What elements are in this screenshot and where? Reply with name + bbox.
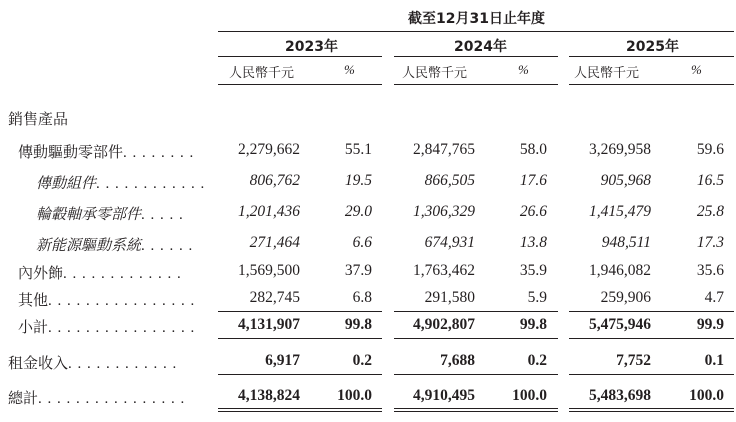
unit-2023-rule	[218, 84, 382, 85]
row-label	[8, 352, 177, 373]
value-2023-amount: 2,279,662	[238, 141, 300, 158]
leader-dots: . . . . . . . . . . . . . . . .	[48, 293, 196, 309]
pct-2024: %	[518, 62, 529, 77]
total-double-rule-2025-b	[569, 411, 734, 412]
value-2025-amount: 905,968	[600, 172, 651, 189]
period-header: 截至12月31日止年度	[408, 11, 545, 27]
value-2023-pct: 55.1	[344, 141, 372, 158]
leader-dots: . . . . . . . . . . . . .	[63, 266, 182, 282]
value-2024-amount: 7,688	[440, 352, 475, 369]
total-double-rule-2024-a	[394, 408, 558, 409]
value-2023-pct: 0.2	[352, 352, 372, 369]
value-2024-amount: 1,763,462	[413, 262, 475, 279]
value-2025-pct: 4.7	[704, 289, 724, 306]
total-double-rule-2023-a	[218, 408, 382, 409]
value-2025-amount: 7,752	[616, 352, 651, 369]
value-2024-amount: 291,580	[424, 289, 475, 306]
value-2024-amount: 866,505	[424, 172, 475, 189]
value-2023-amount: 1,569,500	[238, 262, 300, 279]
value-2024-amount: 674,931	[424, 234, 475, 251]
value-2023-pct: 19.5	[344, 172, 372, 189]
after-rent-rule-2025	[569, 374, 734, 375]
row-label-text: 新能源驅動系統	[36, 236, 142, 254]
value-2025-amount: 259,906	[600, 289, 651, 306]
row-label	[36, 172, 205, 193]
value-2024-pct: 0.2	[527, 352, 547, 369]
year-2023-rule	[218, 56, 382, 57]
value-2024-pct: 13.8	[519, 234, 547, 251]
value-2023-amount: 282,745	[249, 289, 300, 306]
value-2024-amount: 4,902,807	[413, 316, 475, 333]
row-label	[36, 234, 193, 255]
value-2024-pct: 100.0	[512, 387, 547, 404]
value-2025-pct: 25.8	[696, 203, 724, 220]
row-label-text: 租金收入	[8, 354, 69, 372]
year-2024-rule	[394, 56, 558, 57]
after-subtotal-rule-2024	[394, 338, 558, 339]
year-2025-rule	[569, 56, 734, 57]
value-2023-amount: 1,201,436	[238, 203, 300, 220]
value-2025-amount: 1,946,082	[589, 262, 651, 279]
value-2023-amount: 4,138,824	[238, 387, 300, 404]
subtotal-rule-2023	[218, 311, 382, 312]
value-2023-amount: 271,464	[249, 234, 300, 251]
value-2023-pct: 6.6	[352, 234, 372, 251]
value-2024-amount: 1,306,329	[413, 203, 475, 220]
row-label-text: 輪轂軸承零部件	[36, 205, 142, 223]
leader-dots: . . . . . . . . . . . .	[96, 176, 206, 192]
value-2023-pct: 29.0	[344, 203, 372, 220]
value-2025-pct: 17.3	[696, 234, 724, 251]
value-2023-pct: 6.8	[352, 289, 372, 306]
row-label-text: 傳動組件	[36, 174, 97, 192]
value-2024-amount: 2,847,765	[413, 141, 475, 158]
leader-dots: . . . . . . . . . . . .	[68, 356, 178, 372]
unit-2025: 人民幣千元	[574, 66, 640, 81]
value-2025-amount: 3,269,958	[589, 141, 651, 158]
value-2025-amount: 5,475,946	[589, 316, 651, 333]
value-2025-pct: 59.6	[696, 141, 724, 158]
row-label	[18, 141, 194, 162]
value-2024-pct: 26.6	[519, 203, 547, 220]
value-2023-pct: 99.8	[344, 316, 372, 333]
row-label-text: 傳動驅動零部件	[18, 143, 124, 161]
value-2024-pct: 99.8	[519, 316, 547, 333]
subtotal-rule-2024	[394, 311, 558, 312]
unit-2025-rule	[569, 84, 734, 85]
leader-dots: . . . . . . . .	[123, 145, 195, 161]
value-2025-pct: 100.0	[689, 387, 724, 404]
after-subtotal-rule-2025	[569, 338, 734, 339]
value-2025-pct: 0.1	[704, 352, 724, 369]
total-double-rule-2025-a	[569, 408, 734, 409]
row-label	[8, 387, 185, 408]
value-2025-pct: 35.6	[696, 262, 724, 279]
row-label-text: 小計	[18, 318, 49, 336]
value-2023-amount: 6,917	[265, 352, 300, 369]
after-rent-rule-2023	[218, 374, 382, 375]
row-label	[18, 262, 182, 283]
value-2025-pct: 99.9	[696, 316, 724, 333]
pct-2025: %	[691, 62, 702, 77]
value-2025-amount: 948,511	[601, 234, 651, 251]
unit-2024: 人民幣千元	[402, 66, 468, 81]
leader-dots: . . . . . . . . . . . . . . . .	[38, 391, 186, 407]
total-double-rule-2024-b	[394, 411, 558, 412]
value-2024-pct: 58.0	[519, 141, 547, 158]
row-label	[18, 289, 195, 310]
value-2023-pct: 37.9	[344, 262, 372, 279]
after-rent-rule-2024	[394, 374, 558, 375]
leader-dots: . . . . . . . . . . . . . . . .	[48, 320, 196, 336]
value-2025-pct: 16.5	[696, 172, 724, 189]
unit-2024-rule	[394, 84, 558, 85]
row-label-text: 其他	[18, 291, 49, 309]
row-label-text: 內外飾	[18, 264, 64, 282]
after-subtotal-rule-2023	[218, 338, 382, 339]
row-label	[18, 316, 195, 337]
pct-2023: %	[344, 62, 355, 77]
year-2023-header: 2023年	[285, 39, 338, 55]
value-2023-pct: 100.0	[337, 387, 372, 404]
value-2023-amount: 4,131,907	[238, 316, 300, 333]
value-2024-amount: 4,910,495	[413, 387, 475, 404]
value-2025-amount: 5,483,698	[589, 387, 651, 404]
value-2024-pct: 35.9	[519, 262, 547, 279]
period-rule	[218, 31, 734, 32]
row-label-text: 總計	[8, 389, 39, 407]
row-label	[36, 203, 184, 224]
value-2024-pct: 5.9	[527, 289, 547, 306]
unit-2023: 人民幣千元	[229, 66, 295, 81]
year-2025-header: 2025年	[626, 39, 679, 55]
value-2024-pct: 17.6	[519, 172, 547, 189]
leader-dots: . . . . . .	[141, 238, 194, 254]
year-2024-header: 2024年	[454, 39, 507, 55]
subtotal-rule-2025	[569, 311, 734, 312]
section-title: 銷售產品	[8, 110, 69, 128]
value-2023-amount: 806,762	[249, 172, 300, 189]
value-2025-amount: 1,415,479	[589, 203, 651, 220]
leader-dots: . . . . .	[141, 207, 184, 223]
total-double-rule-2023-b	[218, 411, 382, 412]
